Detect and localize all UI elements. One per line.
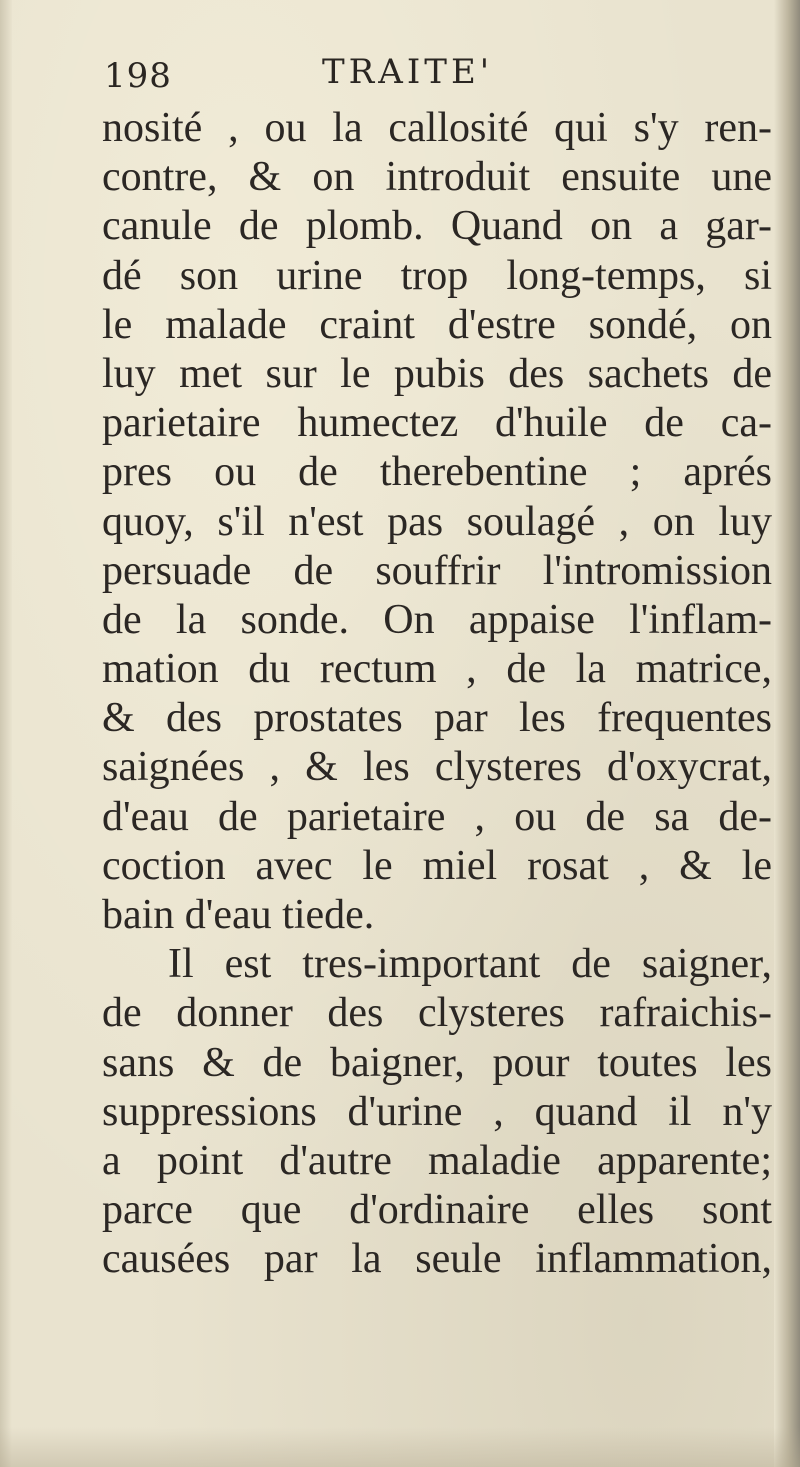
text-line: quoy, s'il n'est pas soulagé , on luy xyxy=(102,498,772,545)
page-number: 198 xyxy=(104,56,172,96)
text-line: mation du rectum , de la matrice, xyxy=(102,646,772,693)
text-line: causées par la seule inflammation, xyxy=(102,1236,772,1283)
paragraph-start-line: Il est tres-important de saigner, xyxy=(168,941,772,988)
text-line: & des prostates par les frequentes xyxy=(102,695,772,742)
text-line: parietaire humectez d'huile de ca- xyxy=(102,400,772,447)
page-edge-shadow xyxy=(774,0,800,1467)
text-line: suppressions d'urine , quand il n'y xyxy=(102,1088,772,1135)
text-line: contre, & on introduit ensuite une xyxy=(102,154,772,201)
body-text xyxy=(102,104,772,1285)
text-line: de donner des clysteres rafraichis- xyxy=(102,990,772,1037)
text-line: persuade de souffrir l'intromission xyxy=(102,547,772,594)
text-line: parce que d'ordinaire elles sont xyxy=(102,1187,772,1234)
text-line: canule de plomb. Quand on a gar- xyxy=(102,203,772,250)
text-line: luy met sur le pubis des sachets de xyxy=(102,350,772,397)
text-line: a point d'autre maladie apparente; xyxy=(102,1137,772,1184)
text-line: saignées , & les clysteres d'oxycrat, xyxy=(102,744,772,791)
text-line: de la sonde. On appaise l'inflam- xyxy=(102,596,772,643)
running-title: TRAITE' xyxy=(322,52,494,92)
text-line: le malade craint d'estre sondé, on xyxy=(102,301,772,348)
text-line: pres ou de therebentine ; aprés xyxy=(102,449,772,496)
page-gutter-shadow xyxy=(0,0,12,1467)
text-line: coction avec le miel rosat , & le xyxy=(102,842,772,889)
text-line: d'eau de parietaire , ou de sa de- xyxy=(102,793,772,840)
paragraph-end-line: bain d'eau tiede. xyxy=(102,892,375,938)
page-bottom-shadow xyxy=(0,1427,800,1467)
text-line: nosité , ou la callosité qui s'y ren- xyxy=(102,105,772,151)
text-line: dé son urine trop long-temps, si xyxy=(102,252,772,299)
page-header xyxy=(104,52,764,102)
text-line: sans & de baigner, pour toutes les xyxy=(102,1039,772,1086)
